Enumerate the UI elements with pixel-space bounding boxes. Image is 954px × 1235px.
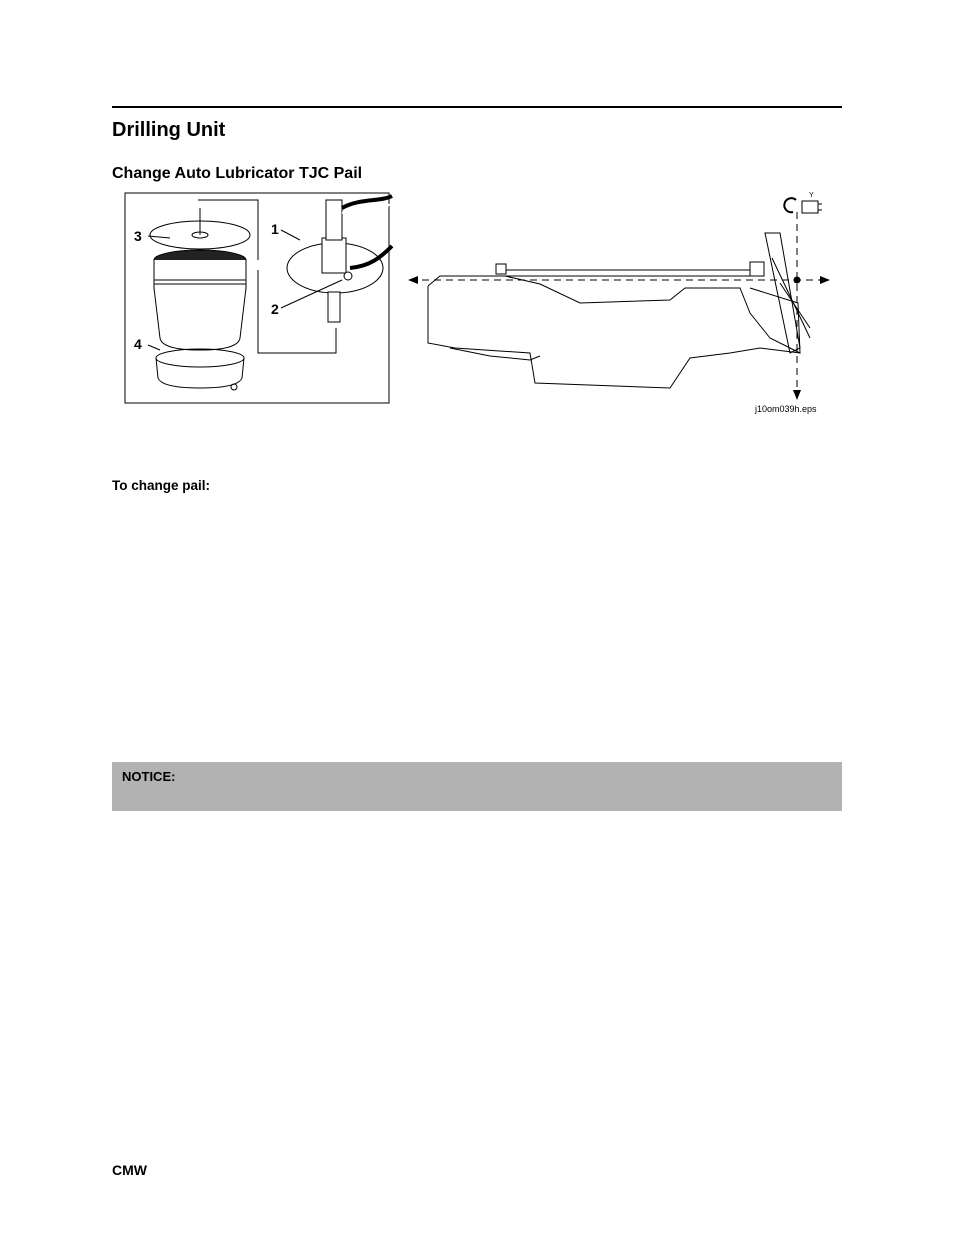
notice-box (112, 762, 842, 811)
notice-label: NOTICE: (122, 769, 176, 784)
callout-1: 1 (271, 221, 279, 237)
figure (110, 188, 840, 423)
pail-body (154, 250, 246, 350)
svg-text:Y: Y (809, 192, 814, 199)
callout-2: 2 (271, 301, 279, 317)
callout-4: 4 (134, 336, 142, 352)
machine-outline (428, 233, 810, 388)
figure-file-label: j10om039h.eps (755, 404, 817, 414)
clamp-icon (784, 192, 822, 213)
callout-3: 3 (134, 228, 142, 244)
procedure-intro: To change pail: (112, 478, 211, 493)
procedure-title: Change Auto Lubricator TJC Pail (112, 165, 363, 182)
footer-label: CMW (112, 1162, 147, 1178)
section-title: Drilling Unit (112, 119, 226, 141)
header-rule (112, 106, 842, 108)
